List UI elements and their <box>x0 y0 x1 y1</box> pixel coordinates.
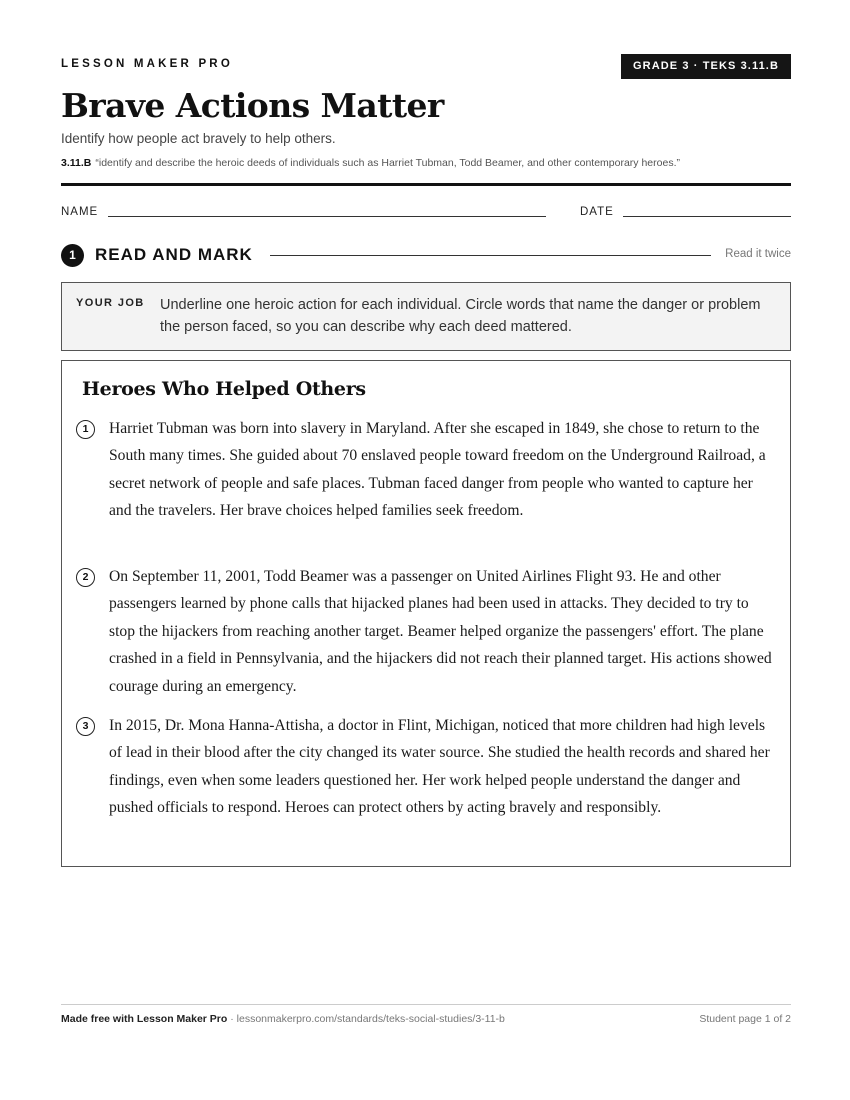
section-note: Read it twice <box>725 248 791 260</box>
page-title: Brave Actions Matter <box>61 86 444 125</box>
paragraph-number-icon: 1 <box>76 420 95 439</box>
standard-code: 3.11.B <box>61 157 92 169</box>
header-divider <box>61 183 791 186</box>
section-header <box>61 244 791 266</box>
paragraph-text: Harriet Tubman was born into slavery in Maryland. After she escaped in 1849, she chose to return to the South many times. She guided about 70 enslaved people toward freedom on the Underground Railroad, a secret network of people and safe places. Tubman faced danger from people who wanted to capture her and the travelers. Her brave choices helped families seek freedom. <box>109 420 766 520</box>
footer-divider <box>61 1004 791 1005</box>
name-label: NAME <box>61 206 99 218</box>
standard-line <box>61 157 680 169</box>
paragraph-text: In 2015, Dr. Mona Hanna-Attisha, a doctor in Flint, Michigan, noticed that more children had high levels of lead in their blood after the city changed its water source. She studied the health records and shared her findings, even when some leaders questioned her. Her work helped people understand the danger and pushed officials to respond. Heroes can protect others by acting bravely and responsibly. <box>109 717 770 817</box>
page-subtitle: Identify how people act bravely to help others. <box>61 131 336 146</box>
worksheet-page <box>61 0 791 1100</box>
date-field[interactable] <box>623 216 791 217</box>
paragraph-number-icon: 2 <box>76 568 95 587</box>
reading-passage <box>61 360 791 867</box>
page-indicator: Student page 1 of 2 <box>699 1013 791 1025</box>
job-box <box>61 282 791 351</box>
job-label: YOUR JOB <box>76 297 145 309</box>
footer-url[interactable]: · lessonmakerpro.com/standards/teks-social-studies/3-11-b <box>227 1013 505 1025</box>
brand-name: LESSON MAKER PRO <box>61 58 233 70</box>
section-divider <box>270 255 711 256</box>
footer-credit <box>61 1013 505 1025</box>
paragraph-text: On September 11, 2001, Todd Beamer was a passenger on United Airlines Flight 93. He and other passengers learned by phone calls that hijacked planes had been used in attacks. They decided to try to stop the hijackers from reaching another target. Beamer helped organize the passengers' effort. The plane crashed in a field in Pennsylvania, and the hijackers did not reach their planned target. His actions showed courage during an emergency. <box>109 568 772 695</box>
date-label: DATE <box>580 206 614 218</box>
name-field[interactable] <box>108 216 546 217</box>
section-number-badge: 1 <box>61 244 84 267</box>
job-instructions: Underline one heroic action for each individual. Circle words that name the danger or problem the person faced, so you can describe why each deed mattered. <box>160 297 761 335</box>
footer-brand: Made free with Lesson Maker Pro <box>61 1013 228 1025</box>
paragraph-number-icon: 3 <box>76 717 95 736</box>
grade-badge: GRADE 3 · TEKS 3.11.B <box>621 54 791 79</box>
standard-text: “identify and describe the heroic deeds of individuals such as Harriet Tubman, Todd Beamer, and other contemporary heroes.” <box>95 157 680 169</box>
section-title: READ AND MARK <box>95 245 253 264</box>
reading-title: Heroes Who Helped Others <box>82 378 366 400</box>
